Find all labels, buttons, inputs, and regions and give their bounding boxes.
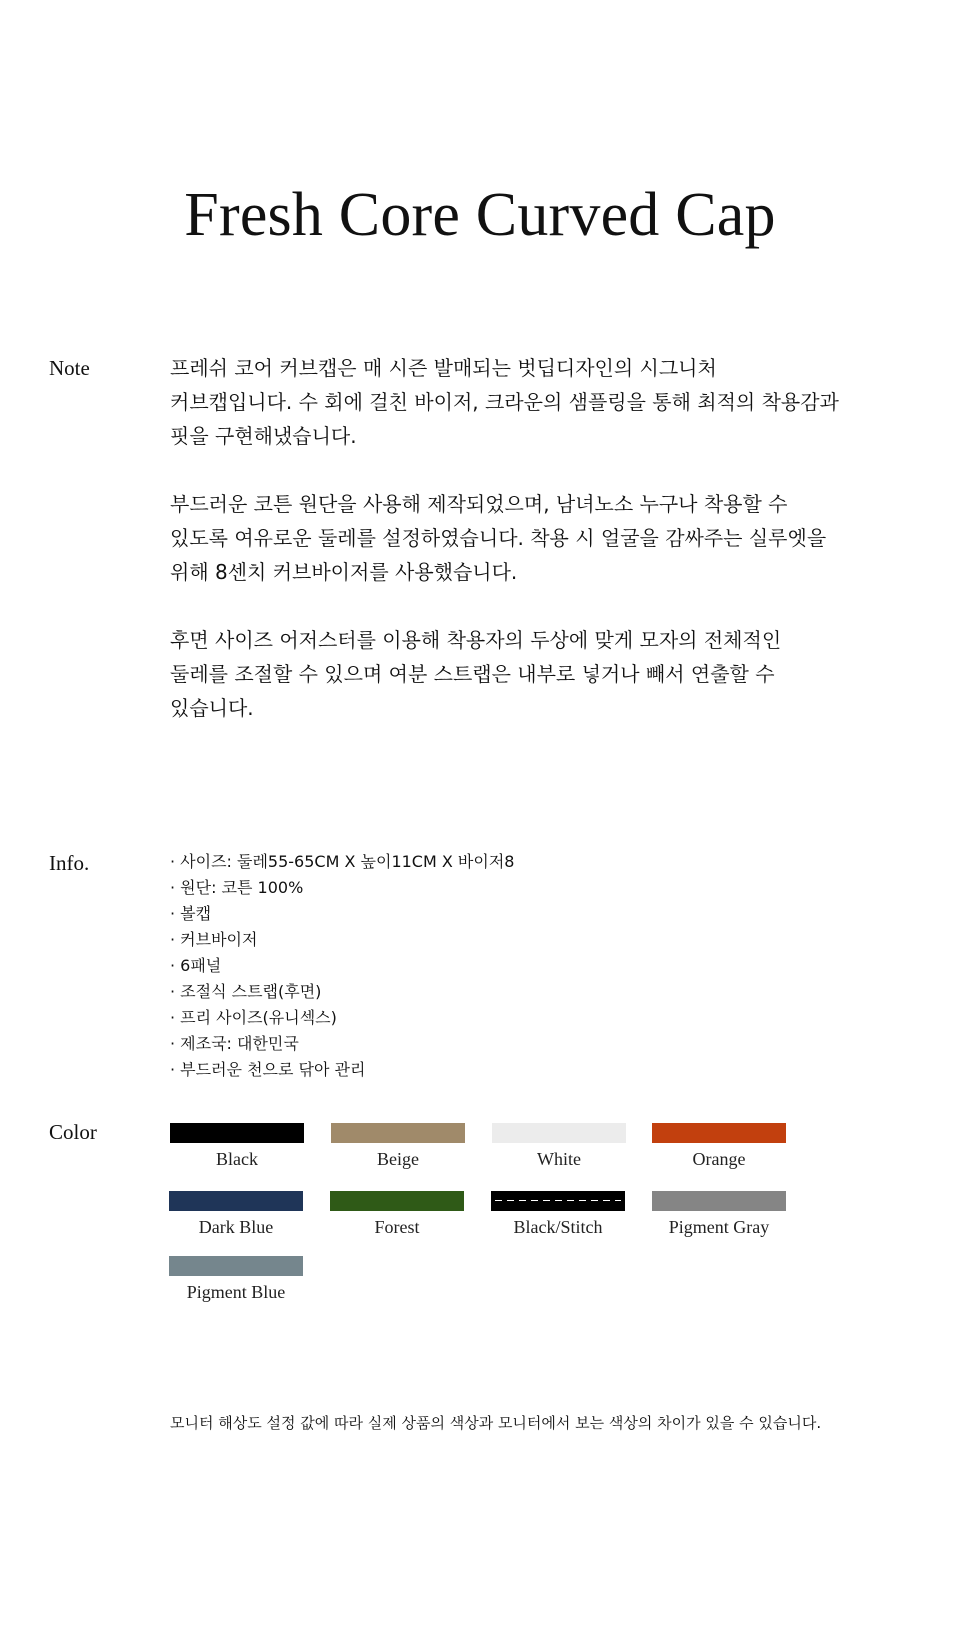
color-chip [170,1123,304,1143]
color-swatch-white [492,1123,626,1171]
color-swatch-beige [331,1123,465,1171]
color-name: Pigment Gray [668,1217,770,1237]
note-paragraph: 후면 사이즈 어저스터를 이용해 착용자의 두상에 맞게 모자의 전체적인 둘레를 조절할 수 있으며 여분 스트랩은 내부로 넣거나 빼서 연출할 수 있습니다. [170,628,782,720]
color-name: Dark Blue [198,1217,274,1237]
note-body [170,351,840,759]
color-swatch-black [170,1123,304,1171]
info-item: · 커브바이저 [170,930,258,949]
color-name: Pigment Blue [186,1282,286,1302]
color-chip [169,1191,303,1211]
note-paragraph: 부드러운 코튼 원단을 사용해 제작되었으며, 남녀노소 누구나 착용할 수 있도록 여유로운 둘레를 설정하였습니다. 착용 시 얼굴을 감싸주는 실루엣을 위해 8센치 커브바이저를 사용했습니다. [170,492,827,584]
info-item: · 사이즈: 둘레55-65CM X 높이11CM X 바이저8 [170,852,515,871]
color-swatch-dark-blue [169,1191,303,1239]
color-chip [652,1191,786,1211]
color-swatch-forest [330,1191,464,1239]
color-name: Black/Stitch [513,1217,603,1237]
note-paragraph: 프레쉬 코어 커브캡은 매 시즌 발매되는 벗딥디자인의 시그니처 커브캡입니다. 수 회에 걸친 바이저, 크라운의 샘플링을 통해 최적의 착용감과 핏을 구현해냈습니다. [170,356,839,448]
info-list [170,849,514,1083]
color-chip [491,1191,625,1211]
color-chip [169,1256,303,1276]
info-label: Info. [49,851,90,875]
color-name: Black [216,1149,258,1169]
color-chip [652,1123,786,1143]
color-name: Forest [374,1217,420,1237]
note-label: Note [49,356,90,380]
color-chip [331,1123,465,1143]
color-label: Color [49,1120,97,1144]
color-name: White [537,1149,581,1169]
color-chip [330,1191,464,1211]
info-item: · 프리 사이즈(유니섹스) [170,1008,337,1027]
info-item: · 부드러운 천으로 닦아 관리 [170,1060,366,1079]
color-swatch-orange [652,1123,786,1171]
color-disclaimer: 모니터 해상도 설정 값에 따라 실제 상품의 색상과 모니터에서 보는 색상의 차이가 있을 수 있습니다. [170,1414,822,1432]
info-item: · 조절식 스트랩(후면) [170,982,322,1001]
info-item: · 볼캡 [170,904,212,923]
color-name: Beige [377,1149,419,1169]
color-chip [492,1123,626,1143]
info-item: · 6패널 [170,956,222,975]
color-swatch-pigment-gray [652,1191,786,1239]
info-item: · 원단: 코튼 100% [170,878,304,897]
color-swatch-pigment-blue [169,1256,303,1304]
color-name: Orange [692,1149,746,1169]
product-title: Fresh Core Curved Cap [184,181,776,249]
color-swatch-black-stitch [491,1191,625,1239]
info-item: · 제조국: 대한민국 [170,1034,299,1053]
